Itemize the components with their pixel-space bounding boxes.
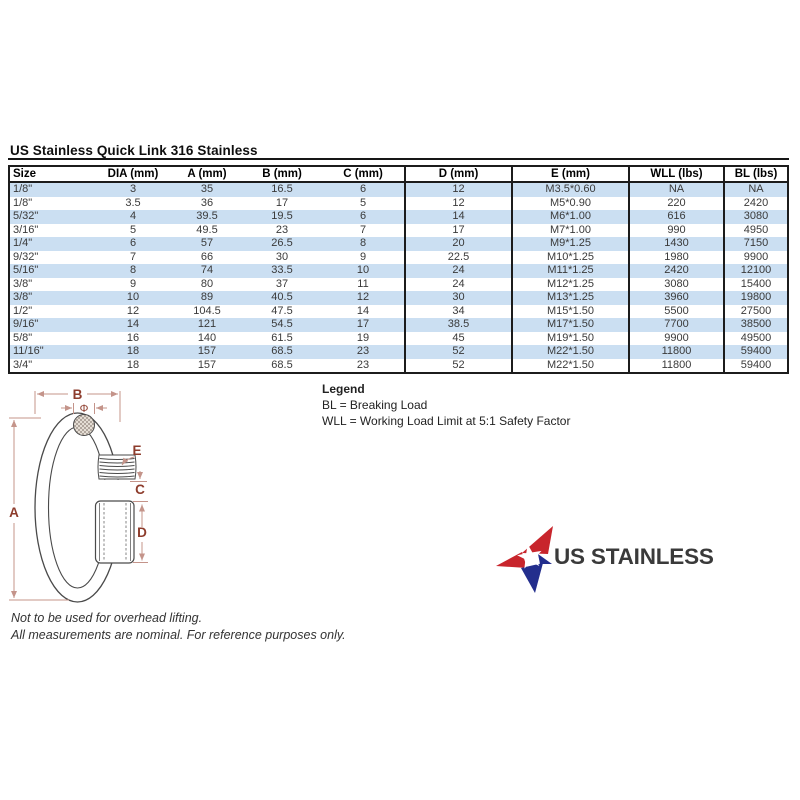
table-row (9, 278, 788, 292)
table-cell: M11*1.25 (512, 264, 629, 278)
table-cell: 26.5 (271, 237, 293, 250)
table-row (9, 318, 788, 332)
table-cell: 38.5 (405, 318, 512, 332)
spec-table (8, 165, 789, 374)
logo-star-icon (494, 518, 556, 596)
table-cell: NA (724, 182, 788, 197)
table-cell: M17*1.50 (512, 318, 629, 332)
table-cell: 2420 (724, 197, 788, 211)
table-cell: 9900 (724, 251, 788, 265)
quick-link-diagram (5, 380, 155, 610)
quick-link-body (35, 413, 138, 602)
table-cell: 8 (359, 237, 367, 250)
table-row (9, 237, 788, 251)
note-line: Not to be used for overhead lifting. (11, 611, 203, 625)
table-cell: 7 (359, 223, 367, 236)
table-row (9, 332, 788, 346)
table-cell: 68.5 (271, 358, 293, 371)
column-header: A (mm) (172, 166, 242, 182)
table-cell: 3/4" (13, 358, 33, 371)
dim-label-b: B (72, 387, 83, 402)
column-header: Size (9, 166, 94, 182)
table-cell: 6 (359, 210, 367, 223)
table-cell: 4 (129, 210, 137, 223)
table-cell: NA (629, 182, 724, 197)
table-cell: 30 (405, 291, 512, 305)
table-cell: 17 (405, 224, 512, 238)
table-cell: 47.5 (271, 304, 293, 317)
table-row (9, 291, 788, 305)
table-cell: 6 (359, 183, 367, 196)
brand-logo (494, 518, 714, 596)
logo-text: US STAINLESS (554, 544, 714, 569)
column-header: C (mm) (322, 166, 405, 182)
table-cell: 5/16" (13, 264, 39, 277)
table-cell: 1/2" (13, 304, 33, 317)
note-line: All measurements are nominal. For reference purposes only. (11, 627, 346, 642)
table-cell: M22*1.50 (512, 359, 629, 374)
table-cell: 9/32" (13, 250, 39, 263)
table-cell: 7 (129, 250, 137, 263)
legend-title: Legend (322, 382, 365, 396)
table-cell: 9 (359, 250, 367, 263)
table-cell: 3 (129, 183, 137, 196)
table-header-row (9, 166, 788, 182)
table-cell: 7150 (724, 237, 788, 251)
table-cell: 33.5 (271, 264, 293, 277)
dim-label-phi: Φ (79, 403, 89, 415)
table-cell: 12 (356, 291, 370, 304)
table-cell: 11/16" (13, 345, 44, 358)
table-cell: 23 (356, 358, 370, 371)
dim-label-d: D (137, 525, 147, 540)
table-cell: 104.5 (193, 304, 221, 317)
table-cell: 80 (200, 277, 214, 290)
table-cell: 3/8" (13, 291, 33, 304)
table-cell: 22.5 (405, 251, 512, 265)
table-cell: M22*1.50 (512, 345, 629, 359)
nut-section (96, 501, 135, 563)
table-cell: 3/8" (13, 277, 33, 290)
table-cell: 3/16" (13, 223, 39, 236)
table-cell: 157 (197, 358, 217, 371)
table-cell: 12 (405, 197, 512, 211)
table-cell: 27500 (724, 305, 788, 319)
table-cell: 14 (405, 210, 512, 224)
table-cell: 49500 (724, 332, 788, 346)
table-cell: M19*1.50 (512, 332, 629, 346)
table-cell: 19 (356, 331, 370, 344)
table-cell: 140 (197, 331, 217, 344)
table-cell: 12 (405, 182, 512, 197)
table-cell: M6*1.00 (512, 210, 629, 224)
table-cell: 12100 (724, 264, 788, 278)
table-row (9, 224, 788, 238)
table-cell: M12*1.25 (512, 278, 629, 292)
table-cell: 45 (405, 332, 512, 346)
table-cell: 5500 (629, 305, 724, 319)
table-cell: 3080 (724, 210, 788, 224)
table-cell: 1980 (629, 251, 724, 265)
table-cell: 11800 (629, 359, 724, 374)
table-cell: 2420 (629, 264, 724, 278)
table-cell: M9*1.25 (512, 237, 629, 251)
table-row (9, 305, 788, 319)
table-row (9, 251, 788, 265)
table-cell: 24 (405, 264, 512, 278)
column-header: BL (lbs) (724, 166, 788, 182)
table-cell: 74 (200, 264, 214, 277)
table-cell: 5/8" (13, 331, 33, 344)
table-cell: 34 (405, 305, 512, 319)
table-cell: 157 (197, 345, 217, 358)
table-cell: 40.5 (271, 291, 293, 304)
table-row (9, 182, 788, 197)
legend-line: BL = Breaking Load (322, 398, 428, 412)
page-title: US Stainless Quick Link 316 Stainless (10, 143, 258, 158)
table-cell: 14 (126, 318, 140, 331)
table-cell: 24 (405, 278, 512, 292)
table-cell: 8 (129, 264, 137, 277)
table-cell: 1/4" (13, 237, 33, 250)
table-cell: 6 (129, 237, 137, 250)
table-cell: 990 (629, 224, 724, 238)
table-cell: M3.5*0.60 (512, 182, 629, 197)
table-cell: 30 (275, 250, 289, 263)
legend-line: WLL = Working Load Limit at 5:1 Safety Factor (322, 414, 571, 428)
rod-cross-section (74, 415, 95, 436)
column-header: D (mm) (405, 166, 512, 182)
table-cell: 18 (126, 345, 140, 358)
table-cell: 1/8" (13, 183, 33, 196)
table-cell: 12 (126, 304, 140, 317)
dim-label-a: A (9, 505, 19, 520)
column-header: E (mm) (512, 166, 629, 182)
table-cell: 11800 (629, 345, 724, 359)
table-cell: 89 (200, 291, 214, 304)
dim-label-e: E (132, 443, 142, 458)
table-row (9, 197, 788, 211)
table-cell: 1430 (629, 237, 724, 251)
table-cell: 38500 (724, 318, 788, 332)
table-cell: 36 (200, 196, 214, 209)
footer-notes (11, 610, 346, 643)
table-cell: 39.5 (196, 210, 218, 223)
table-cell: 3960 (629, 291, 724, 305)
table-cell: 61.5 (271, 331, 293, 344)
legend (322, 381, 570, 429)
table-cell: M15*1.50 (512, 305, 629, 319)
table-row (9, 345, 788, 359)
table-cell: M5*0.90 (512, 197, 629, 211)
table-cell: 5 (129, 223, 137, 236)
table-cell: 23 (356, 345, 370, 358)
table-cell: 3.5 (125, 196, 141, 209)
table-cell: 15400 (724, 278, 788, 292)
table-cell: 9900 (629, 332, 724, 346)
table-cell: 5/32" (13, 210, 39, 223)
table-cell: 23 (275, 223, 289, 236)
table-cell: 19800 (724, 291, 788, 305)
table-cell: 220 (629, 197, 724, 211)
table-cell: 11 (357, 277, 369, 290)
table-cell: 17 (275, 196, 289, 209)
table-cell: 9 (129, 277, 137, 290)
table-body (9, 182, 788, 373)
table-cell: 5 (359, 196, 367, 209)
table-cell: M7*1.00 (512, 224, 629, 238)
table-cell: 59400 (724, 345, 788, 359)
column-header: B (mm) (242, 166, 322, 182)
table-cell: M10*1.25 (512, 251, 629, 265)
table-cell: 57 (200, 237, 214, 250)
table-row (9, 359, 788, 374)
title-underline (8, 158, 789, 160)
table-cell: 16.5 (271, 183, 293, 196)
table-cell: 14 (356, 304, 370, 317)
table-cell: 52 (405, 359, 512, 374)
table-row (9, 210, 788, 224)
table-cell: 7700 (629, 318, 724, 332)
table-cell: 59400 (724, 359, 788, 374)
table-cell: 121 (197, 318, 217, 331)
table-cell: 52 (405, 345, 512, 359)
column-header: WLL (lbs) (629, 166, 724, 182)
table-cell: 49.5 (196, 223, 218, 236)
table-cell: 18 (126, 358, 140, 371)
table-cell: 17 (356, 318, 370, 331)
table-cell: 10 (356, 264, 370, 277)
table-cell: 19.5 (271, 210, 293, 223)
table-cell: 1/8" (13, 196, 33, 209)
table-row (9, 264, 788, 278)
table-cell: 616 (629, 210, 724, 224)
table-cell: 68.5 (271, 345, 293, 358)
dim-label-c: C (135, 482, 145, 497)
table-cell: 66 (200, 250, 214, 263)
column-header: DIA (mm) (94, 166, 172, 182)
table-cell: 16 (126, 331, 140, 344)
table-cell: 4950 (724, 224, 788, 238)
table-cell: 3080 (629, 278, 724, 292)
table-cell: 35 (200, 183, 214, 196)
table-cell: 20 (405, 237, 512, 251)
table-cell: 10 (126, 291, 140, 304)
table-cell: 37 (275, 277, 289, 290)
table-cell: 9/16" (13, 318, 39, 331)
table-cell: 54.5 (271, 318, 293, 331)
table-cell: M13*1.25 (512, 291, 629, 305)
